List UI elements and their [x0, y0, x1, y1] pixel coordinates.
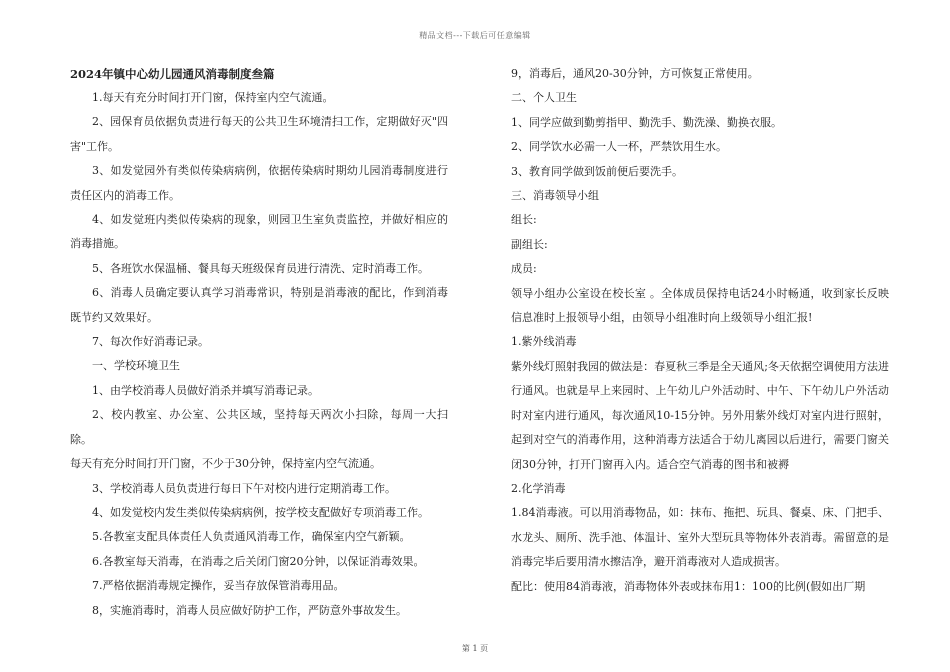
- paragraph: 9，消毒后，通风20-30分钟，方可恢复正常使用。: [511, 67, 759, 80]
- page-header: 精品文档---下载后可任意编辑: [419, 31, 531, 40]
- paragraph: 1、由学校消毒人员做好消杀并填写消毒记录。: [92, 383, 319, 397]
- paragraph: 2、园保育员依据负责进行每天的公共卫生环境清扫工作，定期做好灭"四害"工作。: [70, 115, 448, 153]
- paragraph: 3、如发觉园外有类似传染病病例，依据传染病时期幼儿园消毒制度进行责任区内的消毒工作。: [70, 164, 448, 202]
- subsection-heading: 2.化学消毒: [511, 481, 566, 495]
- paragraph: 组长:: [511, 213, 537, 227]
- left-column: [70, 62, 448, 623]
- paragraph: 5.各教室支配具体责任人负责通风消毒工作，确保室内空气新颖。: [92, 530, 411, 544]
- paragraph: 副组长:: [511, 237, 548, 251]
- section-heading: 一、学校环境卫生: [92, 359, 180, 373]
- paragraph: 4、如发觉校内发生类似传染病病例，按学校支配做好专项消毒工作。: [92, 505, 429, 519]
- paragraph: 3、教育同学做到饭前便后要洗手。: [511, 164, 683, 178]
- paragraph: 5、各班饮水保温桶、餐具每天班级保育员进行清洗、定时消毒工作。: [92, 261, 429, 275]
- paragraph: 配比：使用84消毒液，消毒物体外表或抹布用1：100的比例(假如出厂期: [511, 579, 866, 593]
- paragraph: 7.严格依据消毒规定操作，妥当存放保管消毒用品。: [92, 579, 345, 593]
- section-heading: 三、消毒领导小组: [511, 189, 599, 203]
- paragraph: 2、同学饮水必需一人一杯，严禁饮用生水。: [511, 140, 727, 154]
- paragraph: 领导小组办公室设在校长室 。全体成员保持电话24小时畅通，收到家长反映信息准时上报领导小组，由领导小组准时向上级领导小组汇报!: [511, 286, 889, 325]
- paragraph: 6、消毒人员确定要认真学习消毒常识，特别是消毒液的配比，作到消毒既节约又效果好。: [70, 286, 448, 324]
- paragraph: 6.各教室每天消毒，在消毒之后关闭门窗20分钟，以保证消毒效果。: [92, 554, 425, 568]
- page-footer: 第 1 页: [461, 644, 489, 653]
- paragraph: 8，实施消毒时，消毒人员应做好防护工作，严防意外事故发生。: [92, 603, 407, 617]
- paragraph: 成员:: [511, 262, 537, 276]
- subsection-heading: 1.紫外线消毒: [511, 335, 577, 349]
- paragraph: 2、校内教室、办公室、公共区域，坚持每天两次小扫除，每周一大扫除。: [70, 408, 448, 446]
- document-title: 2024年镇中心幼儿园通风消毒制度叁篇: [70, 67, 275, 81]
- paragraph: 1、同学应做到勤剪指甲、勤洗手、勤洗澡、勤换衣服。: [511, 115, 782, 129]
- paragraph: 4、如发觉班内类似传染病的现象，则园卫生室负责监控，并做好相应的消毒措施。: [70, 213, 448, 251]
- right-column: [511, 62, 889, 599]
- paragraph: 3、学校消毒人员负责进行每日下午对校内进行定期消毒工作。: [92, 481, 396, 495]
- paragraph: 1.84消毒液。可以用消毒物品，如：抹布、拖把、玩具、餐桌、床、门把手、水龙头、厕所、洗手池、体温计、室外大型玩具等物体外表消毒。需留意的是消毒完毕后要用清水擦洁净，避开消毒液对人造成损害。: [511, 506, 889, 569]
- paragraph: 7、每次作好消毒记录。: [92, 335, 209, 349]
- paragraph: 1.每天有充分时间打开门窗，保持室内空气流通。: [92, 91, 334, 104]
- paragraph: 每天有充分时间打开门窗，不少于30分钟，保持室内空气流通。: [70, 457, 381, 471]
- paragraph: 紫外线灯照射我园的做法是：春夏秋三季是全天通风;冬天依据空调使用方法进行通风。也就是早上来园时、上午幼儿户外活动时、中午、下午幼儿户外活动时对室内进行通风，每次通风10-15分钟。另外用紫外线灯对室内进行照射，起到对空气的消毒作用，这种消毒方法适合于幼儿离园以后进行，需要门窗关闭30分钟，打开门窗再入内。适合空气消毒的图书和被褥: [511, 359, 889, 471]
- section-heading: 二、个人卫生: [511, 91, 577, 105]
